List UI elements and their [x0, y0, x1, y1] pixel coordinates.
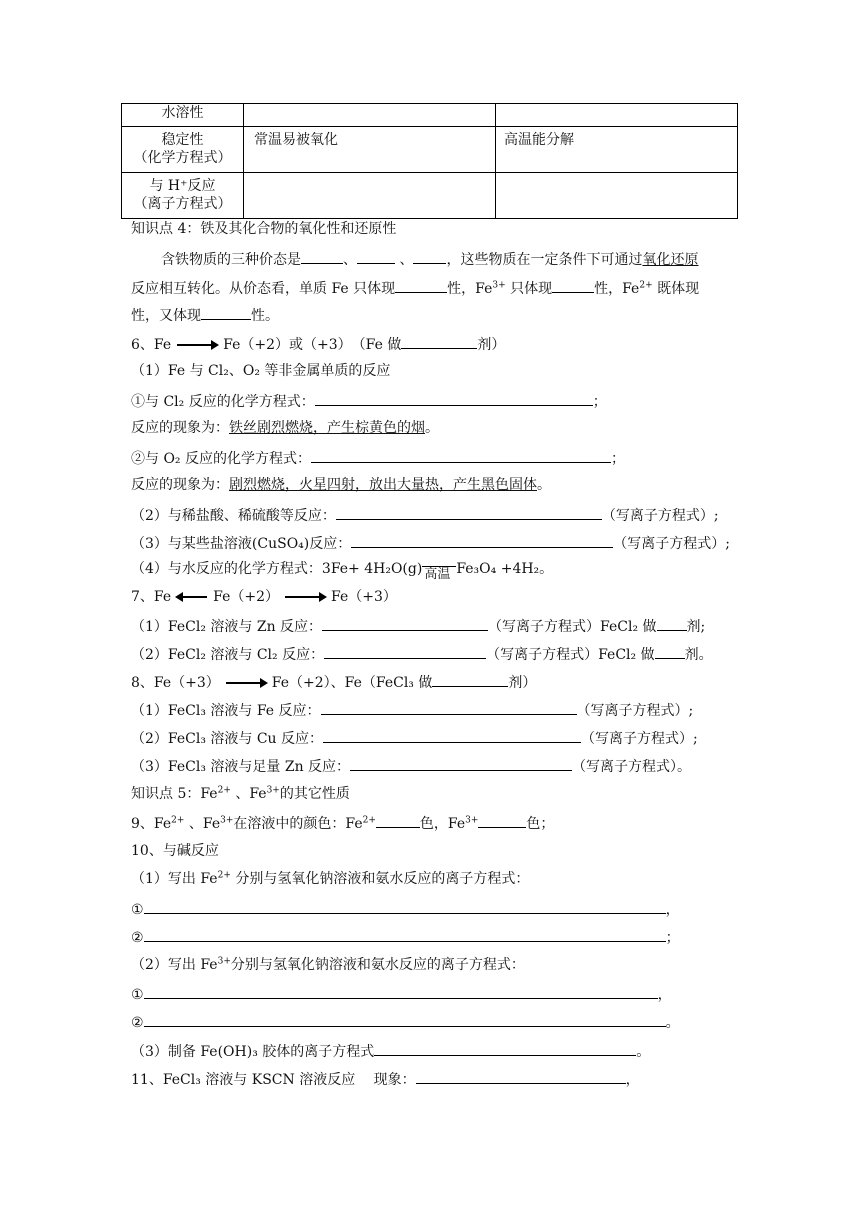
q10-sub3 [131, 1041, 650, 1061]
blank[interactable] [144, 984, 658, 999]
q8-sub2 [131, 728, 698, 748]
k4-p2a: 反应相互转化。从价态看，单质 Fe 只体现 [131, 281, 396, 297]
q11-line [131, 1069, 640, 1089]
blank[interactable] [657, 616, 687, 631]
row-header-acid-line1: 与 H⁺反应 [149, 178, 216, 194]
right-arrow-icon [177, 344, 217, 346]
q7-s1: （1）FeCl₂ 溶液与 Zn 反应： [131, 619, 323, 635]
q10-answer-2 [131, 927, 680, 947]
q10-s2a: （2）写出 Fe [131, 957, 218, 973]
blank[interactable] [201, 305, 251, 320]
q10-answer-4 [131, 1012, 680, 1032]
blank[interactable] [336, 505, 602, 520]
q6-head-b: Fe（+2）或（+3） （Fe 做 [223, 337, 402, 353]
blank[interactable] [416, 1069, 626, 1084]
blank[interactable] [301, 249, 343, 264]
q6-s1a: ①与 Cl₂ 反应的化学方程式： [131, 394, 315, 410]
q9-line [131, 813, 554, 833]
q6-sub4 [131, 560, 554, 582]
k5-b: 、Fe [230, 786, 267, 802]
sup: 2+ [171, 815, 185, 826]
k4-paragraph-line1: 含铁物质的三种价态是 、 、 ，这些物质在一定条件下可通过氧化还原 [161, 249, 698, 269]
q6-s1c-end: ； [611, 451, 625, 467]
sup: 2+ [217, 870, 231, 881]
blank[interactable] [144, 927, 666, 942]
sup: 3+ [465, 815, 479, 826]
q10-s2b: 分别与氢氧化钠溶液和氨水反应的离子方程式： [230, 957, 525, 973]
sup: 3+ [492, 280, 506, 291]
q6-s1d-end: 。 [537, 477, 551, 493]
q6-cl2-line [131, 391, 607, 411]
q6-head-a: 6、Fe [131, 337, 172, 353]
q10-heading: 10、与碱反应 [131, 843, 219, 859]
q9-b: 、Fe [184, 816, 221, 832]
properties-table [121, 103, 738, 219]
q8-head-b: Fe（+2）、Fe（FeCl₃ 做 [271, 675, 433, 691]
q6-s1b-end: 。 [425, 420, 439, 436]
q10-s3-end: 。 [636, 1044, 651, 1060]
q10-d2: ② [131, 1015, 144, 1031]
sup: 3+ [220, 815, 234, 826]
q8-heading [131, 672, 536, 692]
k4-paragraph-line2 [131, 278, 699, 298]
q8-head-a: 8、Fe（+3） [131, 675, 220, 691]
q9-a: 9、Fe [131, 816, 172, 832]
q7-s2-tail: 剂。 [684, 647, 713, 663]
q10-d1-end: ， [657, 987, 672, 1003]
q8-head-c: 剂） [508, 675, 537, 691]
sup: 2+ [639, 280, 653, 291]
blank[interactable] [478, 813, 526, 828]
blank[interactable] [351, 533, 613, 548]
blank[interactable] [401, 334, 477, 349]
cell-solubility-2 [496, 104, 738, 127]
blank[interactable] [324, 644, 486, 659]
q10-sub1 [131, 870, 529, 888]
q8-s2-end: （写离子方程式）; [581, 731, 698, 747]
row-header-solubility: 水溶性 [122, 104, 244, 127]
row-header-stability-line1: 稳定性 [161, 132, 204, 148]
sup: 3+ [266, 785, 280, 796]
q6-cl2-phenomenon [131, 419, 439, 437]
k4-paragraph-line3 [131, 305, 279, 325]
blank[interactable] [655, 644, 685, 659]
q10-sub2 [131, 956, 525, 974]
q7-s1-tail: 剂; [686, 619, 706, 635]
q6-s1c: ②与 O₂ 反应的化学方程式： [131, 451, 311, 467]
blank[interactable] [432, 672, 508, 687]
blank[interactable] [357, 249, 395, 264]
q6-s3: （3）与某些盐溶液(CuSO₄)反应： [131, 536, 352, 552]
q8-sub3 [131, 756, 691, 776]
q6-s3-end: （写离子方程式）; [613, 536, 730, 552]
sup: 2+ [217, 785, 231, 796]
sup: 2+ [362, 815, 376, 826]
q10-c1: ① [131, 902, 144, 918]
k4-p1a: 含铁物质的三种价态是 [161, 252, 301, 268]
blank[interactable] [315, 391, 593, 406]
q10-c2-end: ； [665, 930, 680, 946]
k4-p1b: ，这些物质在一定条件下可通过 [446, 252, 643, 268]
q8-s3-end: （写离子方程式）。 [572, 759, 692, 775]
right-arrow-icon [285, 596, 325, 598]
blank[interactable] [311, 448, 611, 463]
row-header-acid-line2: （离子方程式） [133, 196, 232, 212]
q10-d2-end: 。 [665, 1015, 680, 1031]
q7-head-b: Fe（+2） [213, 589, 280, 605]
q10-c2: ② [131, 930, 144, 946]
cell-acid-2 [496, 173, 738, 219]
q6-s1a-end: ； [592, 394, 607, 410]
left-arrow-icon [177, 596, 207, 598]
sup: 3+ [217, 956, 231, 967]
q6-s1d-pre: 反应的现象为： [131, 477, 229, 493]
k4-p1c: 氧化还原 [642, 252, 699, 268]
q10-s1a: （1）写出 Fe [131, 871, 218, 887]
blank[interactable] [144, 1012, 666, 1027]
q8-sub1 [131, 700, 693, 720]
q10-s1b: 分别与氢氧化钠溶液和氨水反应的离子方程式： [230, 871, 530, 887]
cell-stability-2: 高温能分解 [496, 127, 738, 173]
k4-title: 知识点 4：铁及其化合物的氧化性和还原性 [131, 221, 397, 237]
q6-s1d: 剧烈燃烧，火星四射，放出大量热，产生黑色固体 [229, 477, 537, 493]
k5-a: 知识点 5：Fe [131, 786, 218, 802]
q6-head-c: 剂） [477, 337, 506, 353]
q10-answer-3 [131, 984, 672, 1004]
cell-solubility-1 [244, 104, 496, 127]
q8-s3: （3）FeCl₃ 溶液与足量 Zn 反应： [131, 759, 351, 775]
q7-head-a: 7、Fe [131, 589, 172, 605]
q7-s2: （2）FeCl₂ 溶液与 Cl₂ 反应： [131, 647, 325, 663]
blank[interactable] [413, 249, 446, 264]
q6-sub2 [131, 505, 719, 525]
q6-s4b: Fe₃O₄ +4H₂。 [456, 561, 554, 577]
q6-heading [131, 334, 505, 354]
q10-answer-1 [131, 899, 680, 919]
q6-s1b-pre: 反应的现象为： [131, 420, 229, 436]
row-header-acid [122, 173, 244, 219]
q7-sub1 [131, 616, 705, 636]
condition-label: 高温 [424, 567, 451, 582]
q6-sub1: （1）Fe 与 Cl₂、O₂ 等非金属单质的反应 [131, 363, 391, 379]
blank[interactable] [144, 899, 666, 914]
blank[interactable] [350, 756, 572, 771]
k4-p2c: 只体现 [505, 281, 553, 297]
k4-p2d: 性，Fe [594, 281, 640, 297]
q6-s2-end: （写离子方程式）; [601, 508, 719, 524]
q6-s2: （2）与稀盐酸、稀硫酸等反应： [131, 508, 336, 524]
q8-s1: （1）FeCl₃ 溶液与 Fe 反应： [131, 703, 321, 719]
q10-d1: ① [131, 987, 144, 1003]
cell-acid-1 [244, 173, 496, 219]
row-header-stability [122, 127, 244, 173]
row-header-stability-line2: （化学方程式） [133, 150, 232, 166]
k4-p3a: 性，又体现 [131, 308, 201, 324]
k4-p2e: 既体现 [652, 281, 700, 297]
q11-end: ， [625, 1072, 640, 1088]
q9-e: 色； [526, 816, 555, 832]
reaction-condition [422, 560, 456, 582]
q10-s3: （3）制备 Fe(OH)₃ 胶体的离子方程式 [131, 1044, 375, 1060]
q7-heading [131, 588, 397, 606]
q9-c: 在溶液中的颜色：Fe [233, 816, 363, 832]
k5-title [131, 785, 350, 803]
q7-sub2 [131, 644, 713, 664]
blank[interactable] [376, 813, 420, 828]
q6-s1b: 铁丝剧烈燃烧，产生棕黄色的烟 [229, 420, 425, 436]
q6-o2-phenomenon [131, 476, 551, 494]
q6-o2-line [131, 448, 625, 468]
blank[interactable] [552, 278, 594, 293]
q11-a: 11、FeCl₃ 溶液与 KSCN 溶液反应 现象： [131, 1072, 416, 1088]
right-arrow-icon [226, 682, 266, 684]
q8-s2: （2）FeCl₃ 溶液与 Cu 反应： [131, 731, 324, 747]
q9-d: 色，Fe [419, 816, 466, 832]
q7-s1-end: （写离子方程式）FeCl₂ 做 [488, 619, 657, 635]
q6-sub3 [131, 533, 730, 553]
q7-s2-end: （写离子方程式）FeCl₂ 做 [486, 647, 655, 663]
k4-p3b: 性。 [251, 308, 279, 324]
q8-s1-end: （写离子方程式）; [576, 703, 694, 719]
q10-c1-end: ， [665, 902, 680, 918]
k5-c: 的其它性质 [279, 786, 350, 802]
blank[interactable] [374, 1041, 636, 1056]
blank[interactable] [323, 728, 581, 743]
q6-s4a: （4）与水反应的化学方程式：3Fe+ 4H₂O(g) [131, 561, 423, 577]
blank[interactable] [321, 700, 577, 715]
cell-stability-1: 常温易被氧化 [244, 127, 496, 173]
blank[interactable] [322, 616, 488, 631]
blank[interactable] [395, 278, 447, 293]
q7-head-c: Fe（+3） [331, 589, 397, 605]
k4-p2b: 性，Fe [447, 281, 493, 297]
